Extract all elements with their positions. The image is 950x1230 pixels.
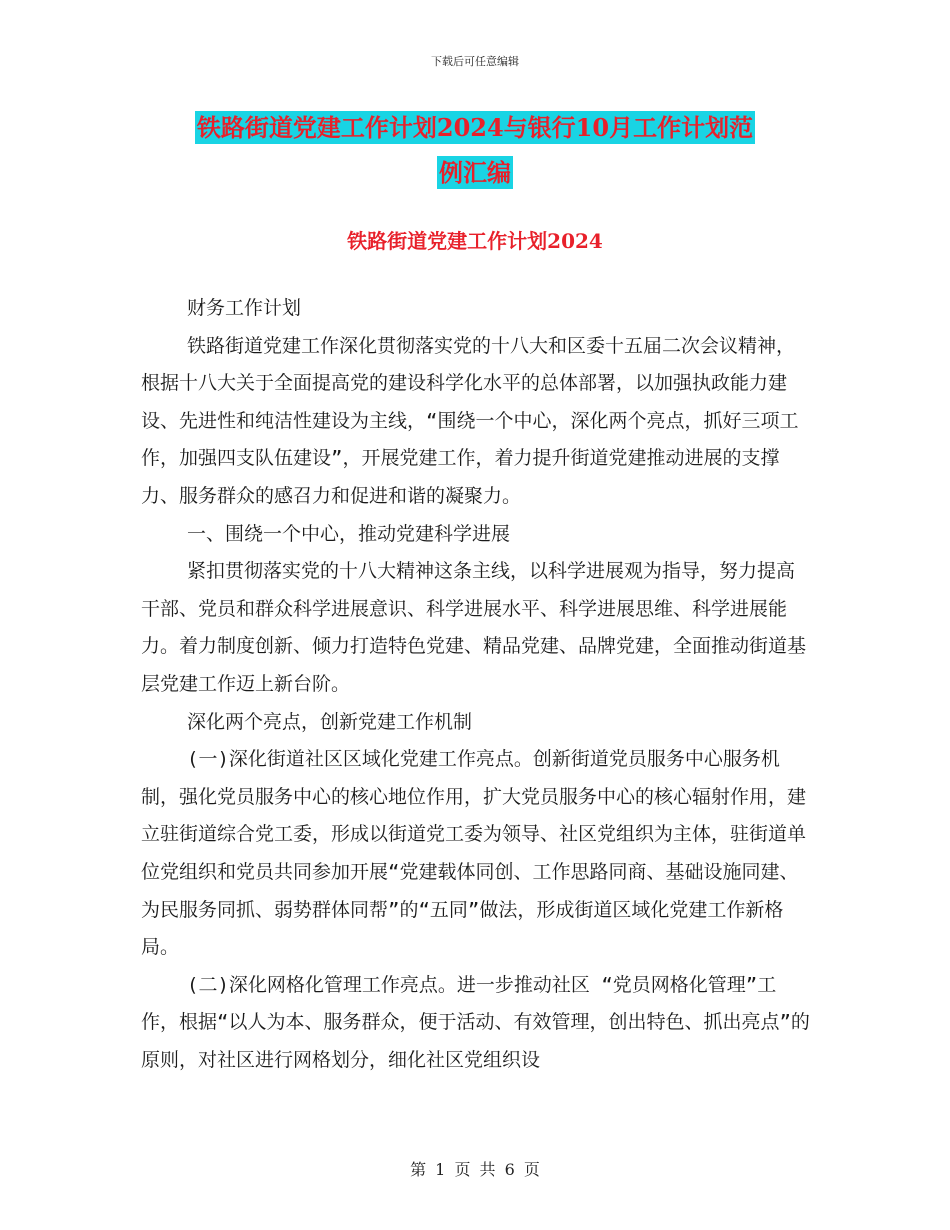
page-number: 第 1 页 共 6 页: [410, 1160, 540, 1179]
heading-one-center: 一、围绕一个中心，推动党建科学进展: [187, 522, 511, 545]
title-highlight-2: 例汇编: [439, 158, 511, 187]
title-highlight-1: 铁路街道党建工作计划2024与银行10月工作计划范: [196, 113, 754, 142]
heading-two-highlights: 深化两个亮点，创新党建工作机制: [187, 710, 473, 733]
paragraph-finance-plan: 财务工作计划: [187, 297, 302, 319]
document-title-line-2: [0, 159, 950, 187]
paragraph-regional-party-building: (一)深化街道社区区域化党建工作亮点。创新街道党员服务中心服务机制，强化党员服务中心的核心地位作用，扩大党员服务中心的核心辐射作用，建立驻街道综合党工委，形成以街道党工委为领导、社区党组织为主体，驻街道单位党组织和党员共同参加开展“党建载体同创、工作思路同商、基础设施同建、为民服务同抓、弱势群体同帮”的“五同”做法，形成街道区域化党建工作新格局。: [141, 748, 807, 959]
paragraph-science-development: 紧扣贯彻落实党的十八大精神这条主线，以科学进展观为指导，努力提高干部、党员和群众科学进展意识、科学进展水平、科学进展思维、科学进展能力。着力制度创新、倾力打造特色党建、精品党建、品牌党建，全面推动街道基层党建工作迈上新台阶。: [141, 560, 807, 695]
document-body: [141, 290, 811, 1079]
header-note: 下载后可任意编辑: [431, 55, 519, 68]
paragraph-grid-management: (二)深化网格化管理工作亮点。进一步推动社区 “党员网格化管理”工作，根据“以人为本、服务群众，便于活动、有效管理，创出特色、抓出亮点”的原则，对社区进行网格划分，细化社区党组织设: [141, 973, 810, 1071]
section-title: 铁路街道党建工作计划2024: [347, 229, 603, 253]
paragraph-intro: 铁路街道党建工作深化贯彻落实党的十八大和区委十五届二次会议精神，根据十八大关于全面提高党的建设科学化水平的总体部署，以加强执政能力建设、先进性和纯洁性建设为主线，“围绕一个中心，深化两个亮点，抓好三项工作，加强四支队伍建设”，开展党建工作，着力提升街道党建推动进展的支撑力、服务群众的感召力和促进和谐的凝聚力。: [141, 334, 799, 507]
document-title-line-1: [0, 114, 950, 142]
